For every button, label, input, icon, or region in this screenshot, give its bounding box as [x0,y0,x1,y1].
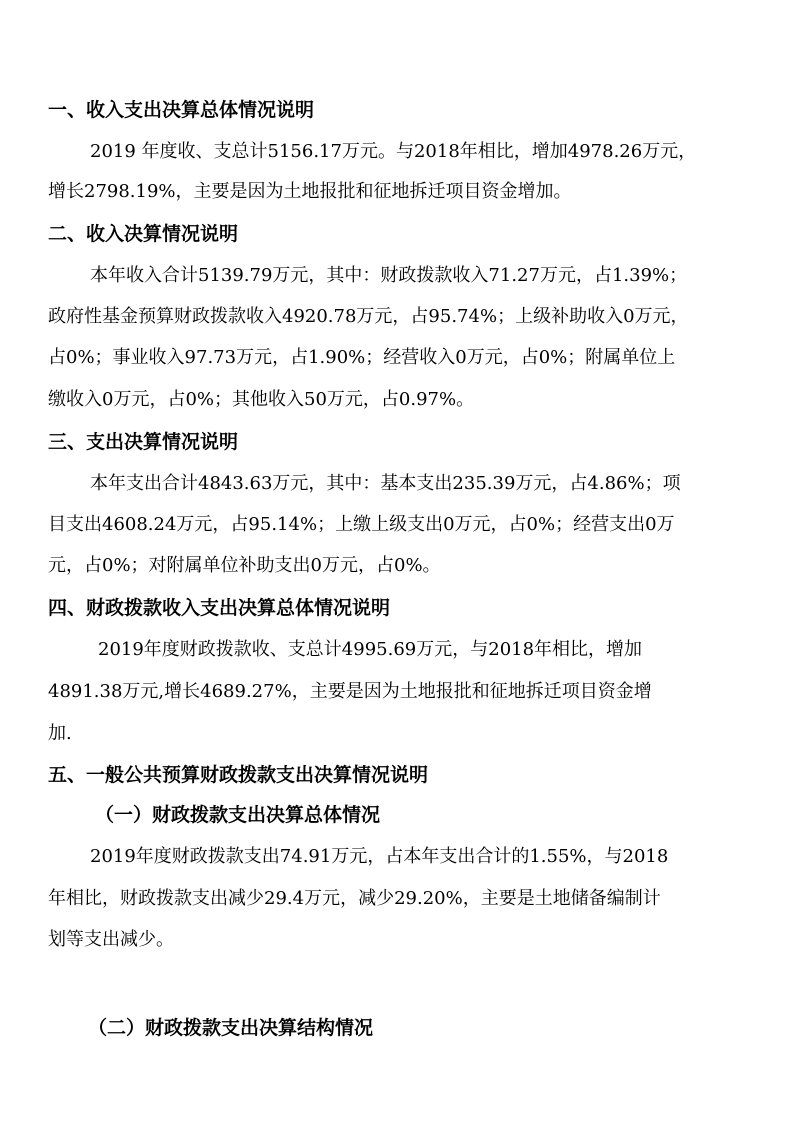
section-1-line-1: 2019 年度收、支总计5156.17万元。与2018年相比，增加4978.26万元， [90,141,697,162]
section-3-line-3: 元，占0%；对附属单位补助支出0万元，占0%。 [48,555,441,576]
subsection-5-1-heading: （一）财政拨款支出决算总体情况 [95,804,381,826]
subsection-5-1-line-3: 划等支出减少。 [48,929,174,950]
section-4-line-2: 4891.38万元,增长4689.27%，主要是因为土地报批和征地拆迁项目资金增 [48,681,652,702]
section-2-line-1: 本年收入合计5139.79万元，其中：财政拨款收入71.27万元，占1.39%； [90,265,688,286]
section-3-heading: 三、支出决算情况说明 [48,431,239,453]
section-1-line-2: 增长2798.19%，主要是因为土地报批和征地拆迁项目资金增加。 [48,181,572,202]
subsection-5-2-heading: （二）财政拨款支出决算结构情况 [88,1017,374,1039]
section-3-line-2: 目支出4608.24万元，占95.14%；上缴上级支出0万元，占0%；经营支出0万 [48,514,675,535]
subsection-5-1-line-2: 年相比，财政拨款支出减少29.4万元，减少29.20%，主要是土地储备编制计 [48,888,661,909]
section-1-heading: 一、收入支出决算总体情况说明 [48,99,315,121]
subsection-5-1-line-1: 2019年度财政拨款支出74.91万元，占本年支出合计的1.55%，与2018 [90,846,669,867]
section-3-line-1: 本年支出合计4843.63万元，其中：基本支出235.39万元，占4.86%；项 [90,473,681,494]
section-5-heading: 五、一般公共预算财政拨款支出决算情况说明 [48,764,429,786]
section-2-line-2: 政府性基金预算财政拨款收入4920.78万元，占95.74%；上级补助收入0万元， [48,306,689,327]
section-4-heading: 四、财政拨款收入支出决算总体情况说明 [48,597,391,619]
section-2-heading: 二、收入决算情况说明 [48,223,239,245]
section-2-line-3: 占0%；事业收入97.73万元，占1.90%；经营收入0万元，占0%；附属单位上 [48,347,676,368]
section-2-line-4: 缴收入0万元，占0%；其他收入50万元，占0.97%。 [48,389,475,410]
section-4-line-3: 加. [48,723,72,744]
section-4-line-1: 2019年度财政拨款收、支总计4995.69万元，与2018年相比，增加 [98,639,643,660]
